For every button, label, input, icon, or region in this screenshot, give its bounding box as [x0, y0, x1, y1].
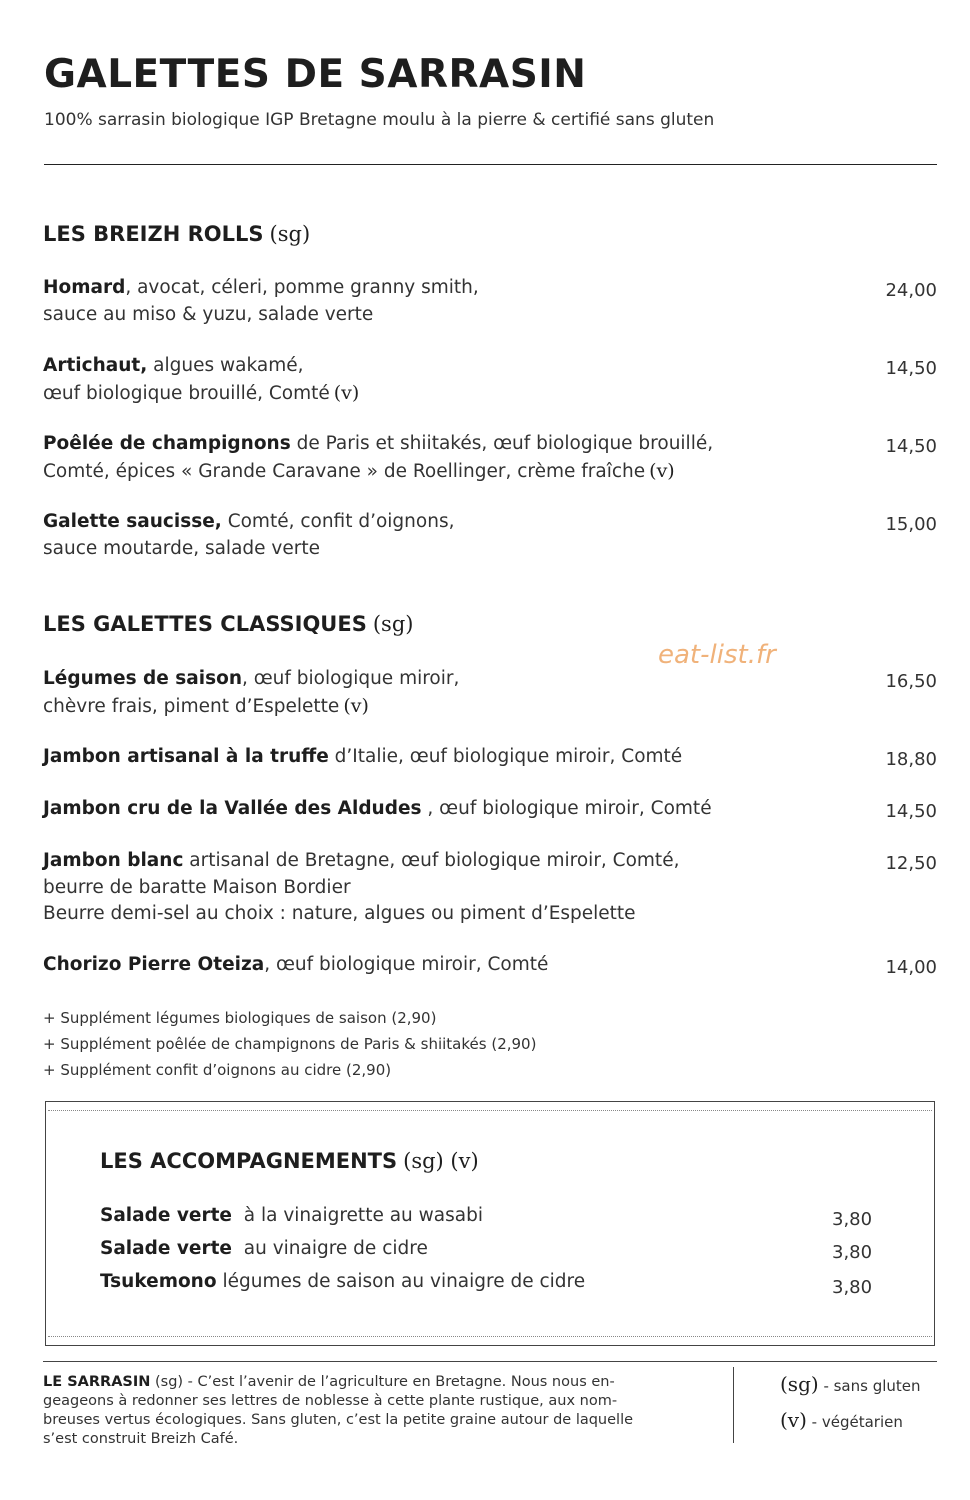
supplement-line: + Supplément légumes biologiques de saison (2,90): [43, 1009, 437, 1027]
item-name: Poêlée de champignons: [43, 433, 291, 454]
item-price: 12,50: [885, 853, 937, 874]
item-desc: algues wakamé,: [147, 355, 304, 376]
section-title: LES ACCOMPAGNEMENTS: [100, 1149, 398, 1173]
item-desc: œuf biologique brouillé, Comté: [43, 382, 330, 404]
watermark: eat-list.fr: [658, 640, 776, 670]
menu-item-poelee-champignons: [43, 431, 843, 485]
section-heading-breizh-rolls: [43, 222, 310, 246]
gluten-free-tag: (sg): [372, 612, 414, 636]
item-desc: beurre de baratte Maison Bordier: [43, 876, 351, 898]
section-title: LES BREIZH ROLLS: [43, 222, 264, 246]
page-subtitle: 100% sarrasin biologique IGP Bretagne moulu à la pierre & certifié sans gluten: [44, 110, 715, 130]
footer-text: (sg) - C’est l’avenir de l’agriculture en Bretagne. Nous nous en-: [150, 1374, 615, 1390]
menu-item-chorizo: [43, 952, 843, 979]
vegetarian-tag: (v): [649, 459, 675, 482]
item-name: Artichaut,: [43, 355, 148, 376]
item-price: 3,80: [832, 1277, 873, 1298]
item-desc: Comté, épices « Grande Caravane » de Roellinger, crème fraîche: [43, 460, 646, 482]
item-price: 15,00: [885, 514, 937, 535]
item-name: Galette saucisse,: [43, 511, 222, 532]
side-item-tsukemono: [100, 1271, 585, 1292]
section-title: LES GALETTES CLASSIQUES: [43, 612, 367, 636]
item-name: Salade verte: [100, 1238, 232, 1259]
item-price: 3,80: [832, 1242, 873, 1263]
item-price: 14,00: [885, 957, 937, 978]
vegetarian-tag: (v): [333, 381, 360, 404]
item-desc: artisanal de Bretagne, œuf biologique miroir, Comté,: [183, 850, 680, 871]
header-divider: [44, 164, 937, 165]
item-price: 16,50: [885, 671, 937, 692]
item-name: Chorizo Pierre Oteiza: [43, 954, 265, 975]
menu-item-jambon-blanc: [43, 848, 843, 928]
item-desc: d’Italie, œuf biologique miroir, Comté: [328, 746, 683, 767]
legend-symbol: (sg): [780, 1372, 819, 1396]
box-dotted-border: [48, 1336, 932, 1337]
item-desc: sauce moutarde, salade verte: [43, 537, 320, 559]
page-title: GALETTES DE SARRASIN: [44, 52, 587, 97]
footer-text: breuses vertus écologiques. Sans gluten, c’est la petite graine autour de laquelle: [43, 1412, 634, 1428]
legend-symbol: (v): [780, 1408, 807, 1432]
item-price: 3,80: [832, 1209, 873, 1230]
menu-item-jambon-cru: [43, 796, 843, 823]
footer-text: geageons à redonner ses lettres de noblesse à cette plante rustique, aux nom-: [43, 1393, 618, 1409]
diet-tags: (sg) (v): [403, 1149, 479, 1173]
item-name: Salade verte: [100, 1205, 232, 1226]
item-desc: , œuf biologique miroir, Comté: [421, 798, 712, 819]
supplement-line: + Supplément confit d’oignons au cidre (2,90): [43, 1061, 392, 1079]
menu-item-homard: [43, 275, 843, 328]
item-desc: , œuf biologique miroir,: [241, 668, 460, 689]
item-price: 14,50: [885, 801, 937, 822]
item-desc: de Paris et shiitakés, œuf biologique brouillé,: [290, 433, 714, 454]
item-price: 24,00: [885, 280, 937, 301]
supplement-line: + Supplément poêlée de champignons de Paris & shiitakés (2,90): [43, 1035, 537, 1053]
vegetarian-tag: (v): [343, 694, 369, 717]
footer-vertical-divider: [733, 1367, 734, 1443]
legend-vegetarian: [780, 1408, 903, 1432]
menu-item-galette-saucisse: [43, 509, 843, 562]
item-price: 14,50: [885, 436, 937, 457]
side-item-salade-cidre: [100, 1238, 428, 1259]
item-name: Légumes de saison: [43, 668, 242, 689]
footer-divider: [43, 1361, 937, 1362]
item-name: Jambon cru de la Vallée des Aldudes: [43, 798, 422, 819]
item-name: Homard: [43, 277, 126, 298]
item-desc: Comté, confit d’oignons,: [221, 511, 455, 532]
item-price: 14,50: [885, 358, 937, 379]
item-desc: chèvre frais, piment d’Espelette: [43, 695, 340, 717]
item-price: 18,80: [885, 749, 937, 770]
legend-gluten-free: [780, 1372, 921, 1396]
item-desc: , œuf biologique miroir, Comté: [264, 954, 549, 975]
section-heading-accompagnements: [100, 1149, 479, 1173]
item-name: Tsukemono: [100, 1271, 217, 1292]
item-desc: au vinaigre de cidre: [231, 1238, 428, 1259]
menu-item-legumes-saison: [43, 666, 843, 720]
item-desc: , avocat, céleri, pomme granny smith,: [125, 277, 479, 298]
footer-text: s’est construit Breizh Café.: [43, 1431, 239, 1447]
side-item-salade-wasabi: [100, 1205, 483, 1226]
legend-label: - sans gluten: [818, 1377, 921, 1395]
legend-label: - végétarien: [806, 1413, 903, 1431]
box-dotted-border: [48, 1110, 932, 1111]
item-name: Jambon blanc: [43, 850, 184, 871]
menu-item-artichaut: [43, 353, 843, 407]
gluten-free-tag: (sg): [269, 222, 311, 246]
footer-note: [43, 1373, 683, 1449]
footer-lead: LE SARRASIN: [43, 1374, 151, 1390]
item-desc: sauce au miso & yuzu, salade verte: [43, 303, 374, 325]
section-heading-galettes-classiques: [43, 612, 413, 636]
item-desc: à la vinaigrette au wasabi: [231, 1205, 483, 1226]
item-desc: Beurre demi-sel au choix : nature, algues ou piment d’Espelette: [43, 903, 636, 924]
item-desc: légumes de saison au vinaigre de cidre: [216, 1271, 586, 1292]
menu-item-jambon-truffe: [43, 744, 843, 771]
item-name: Jambon artisanal à la truffe: [43, 746, 329, 767]
